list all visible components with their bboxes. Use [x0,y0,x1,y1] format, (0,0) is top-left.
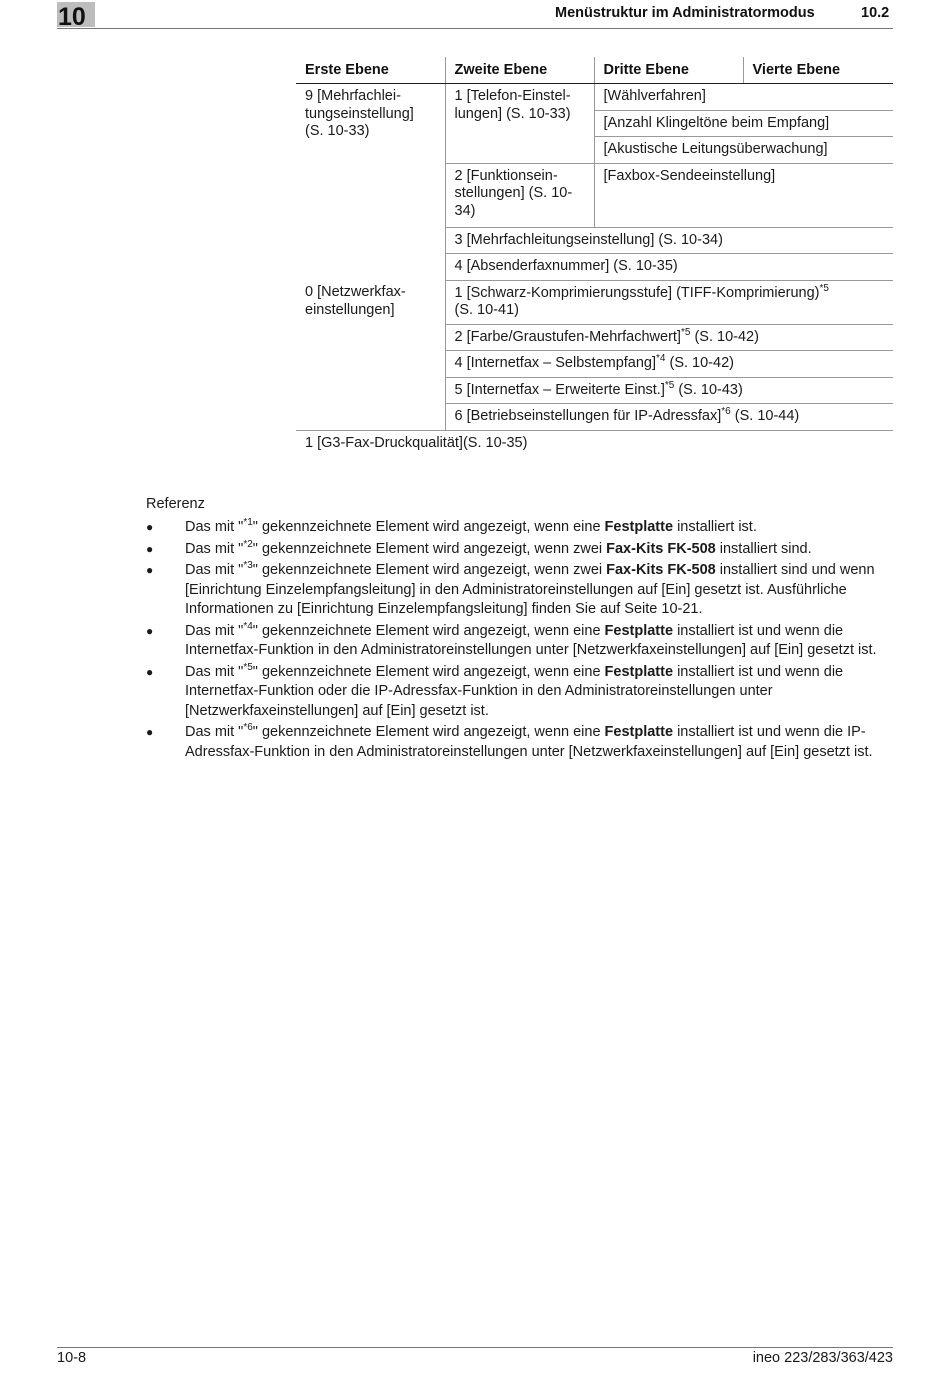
bullet-icon: ● [146,541,154,556]
level1-netzwerkfax: 0 [Netzwerkfax-einstellungen] [296,280,445,430]
reference-list [146,518,898,764]
level2-betrieb: 6 [Betriebseinstellungen für IP-Adressfax]$^{*6}$ (S. 10-44) [445,404,893,431]
bullet-icon: ● [146,664,154,679]
product-name: ineo 223/283/363/423 [752,1350,893,1366]
list-item: ● Das mit "$^{*4}$" gekennzeichnete Element wird angezeigt, wenn eine Festplatte installiert ist und wenn die Internetfax-Funktion in den Administratoreinstellungen unter [Netzwerkfaxeinstellungen] auf [Ein] gesetzt ist. [146,620,877,658]
level2-telefon: 1 [Telefon-Einstel-lungen] (S. 10-33) [445,84,594,164]
bullet-icon: ● [146,623,154,638]
menu-structure-table [296,57,893,456]
bullet-icon: ● [146,725,154,739]
bullet-icon: ● [146,520,154,534]
level2-absender: 4 [Absenderfaxnummer] (S. 10-35) [445,254,893,281]
column-header: Vierte Ebene [743,57,893,84]
table-row [296,84,893,111]
level1-g3: 1 [G3-Fax-Druckqualität](S. 10-35) [305,434,528,451]
level3-klingeltoene: [Anzahl Klingeltöne beim Empfang] [594,110,893,137]
chapter-number: 10 [57,2,95,27]
level3-waehlverfahren: [Wählverfahren] [594,84,893,111]
list-item: ● Das mit "$^{*6}$" gekennzeichnete Element wird angezeigt, wenn eine Festplatte installiert ist und wenn die IP-Adressfax-Funktion in den Administratoreinstellungen unter [Netzwerkfaxeinstellungen] auf [Ein] gesetzt ist. [146,722,873,760]
section-number: 10.2 [861,5,890,21]
level2-mehrfachleitung: 3 [Mehrfachleitungseinstellung] (S. 10-34) [445,227,893,254]
level2-funktion: 2 [Funktionsein-stellungen] (S. 10-34) [445,163,594,227]
header-divider [57,28,893,29]
list-item: ● Das mit "$^{*2}$" gekennzeichnete Element wird angezeigt, wenn zwei Fax-Kits FK-508 installiert sind. [146,540,898,560]
column-header: Zweite Ebene [445,57,594,84]
table-row [296,430,893,456]
level2-erweitert: 5 [Internetfax – Erweiterte Einst.]$^{*5}$ (S. 10-43) [445,377,893,404]
page-number: 10-8 [57,1350,87,1366]
bullet-icon: ● [146,563,154,577]
reference-heading: Referenz [146,496,205,512]
level2-selbstempfang: 4 [Internetfax – Selbstempfang]$^{*4}$ (S. 10-42) [445,351,893,378]
list-item: ● Das mit "$^{*3}$" gekennzeichnete Element wird angezeigt, wenn zwei Fax-Kits FK-508 installiert sind und wenn [Einrichtung Einzelempfangsleitung] in den Administratoreinstellungen auf [Ein] gesetzt ist. Ausführliche Informationen zu [Einrichtung Einzelempfangsleitung] finden Sie auf Seite 10-21. [146,560,875,617]
footer-divider [57,1347,893,1348]
column-header: Dritte Ebene [594,57,743,84]
column-header: Erste Ebene [296,57,445,84]
level2-schwarz: 1 [Schwarz-Komprimierungsstufe] (TIFF-Komprimierung)$^{*5}$ (S. 10-41) [445,280,893,324]
level3-faxbox: [Faxbox-Sendeeinstellung] [594,163,893,227]
level1-mehrfachleitung: 9 [Mehrfachlei-tungseinstellung] (S. 10-33) [305,88,414,139]
table-row [296,280,893,324]
list-item: ● Das mit "$^{*5}$" gekennzeichnete Element wird angezeigt, wenn eine Festplatte installiert ist und wenn die Internetfax-Funktion oder die IP-Adressfax-Funktion in den Administratoreinstellungen unter [Netzwerkfaxeinstellungen] auf [Ein] gesetzt ist. [146,661,844,719]
page-title: Menüstruktur im Administratormodus [555,5,815,21]
level2-farbe: 2 [Farbe/Graustufen-Mehrfachwert]$^{*5}$ (S. 10-42) [445,324,893,351]
table-header-row [296,57,893,84]
level3-akustisch: [Akustische Leitungsüberwachung] [594,137,893,164]
list-item: ● Das mit "$^{*1}$" gekennzeichnete Element wird angezeigt, wenn eine Festplatte installiert ist. [146,518,898,538]
